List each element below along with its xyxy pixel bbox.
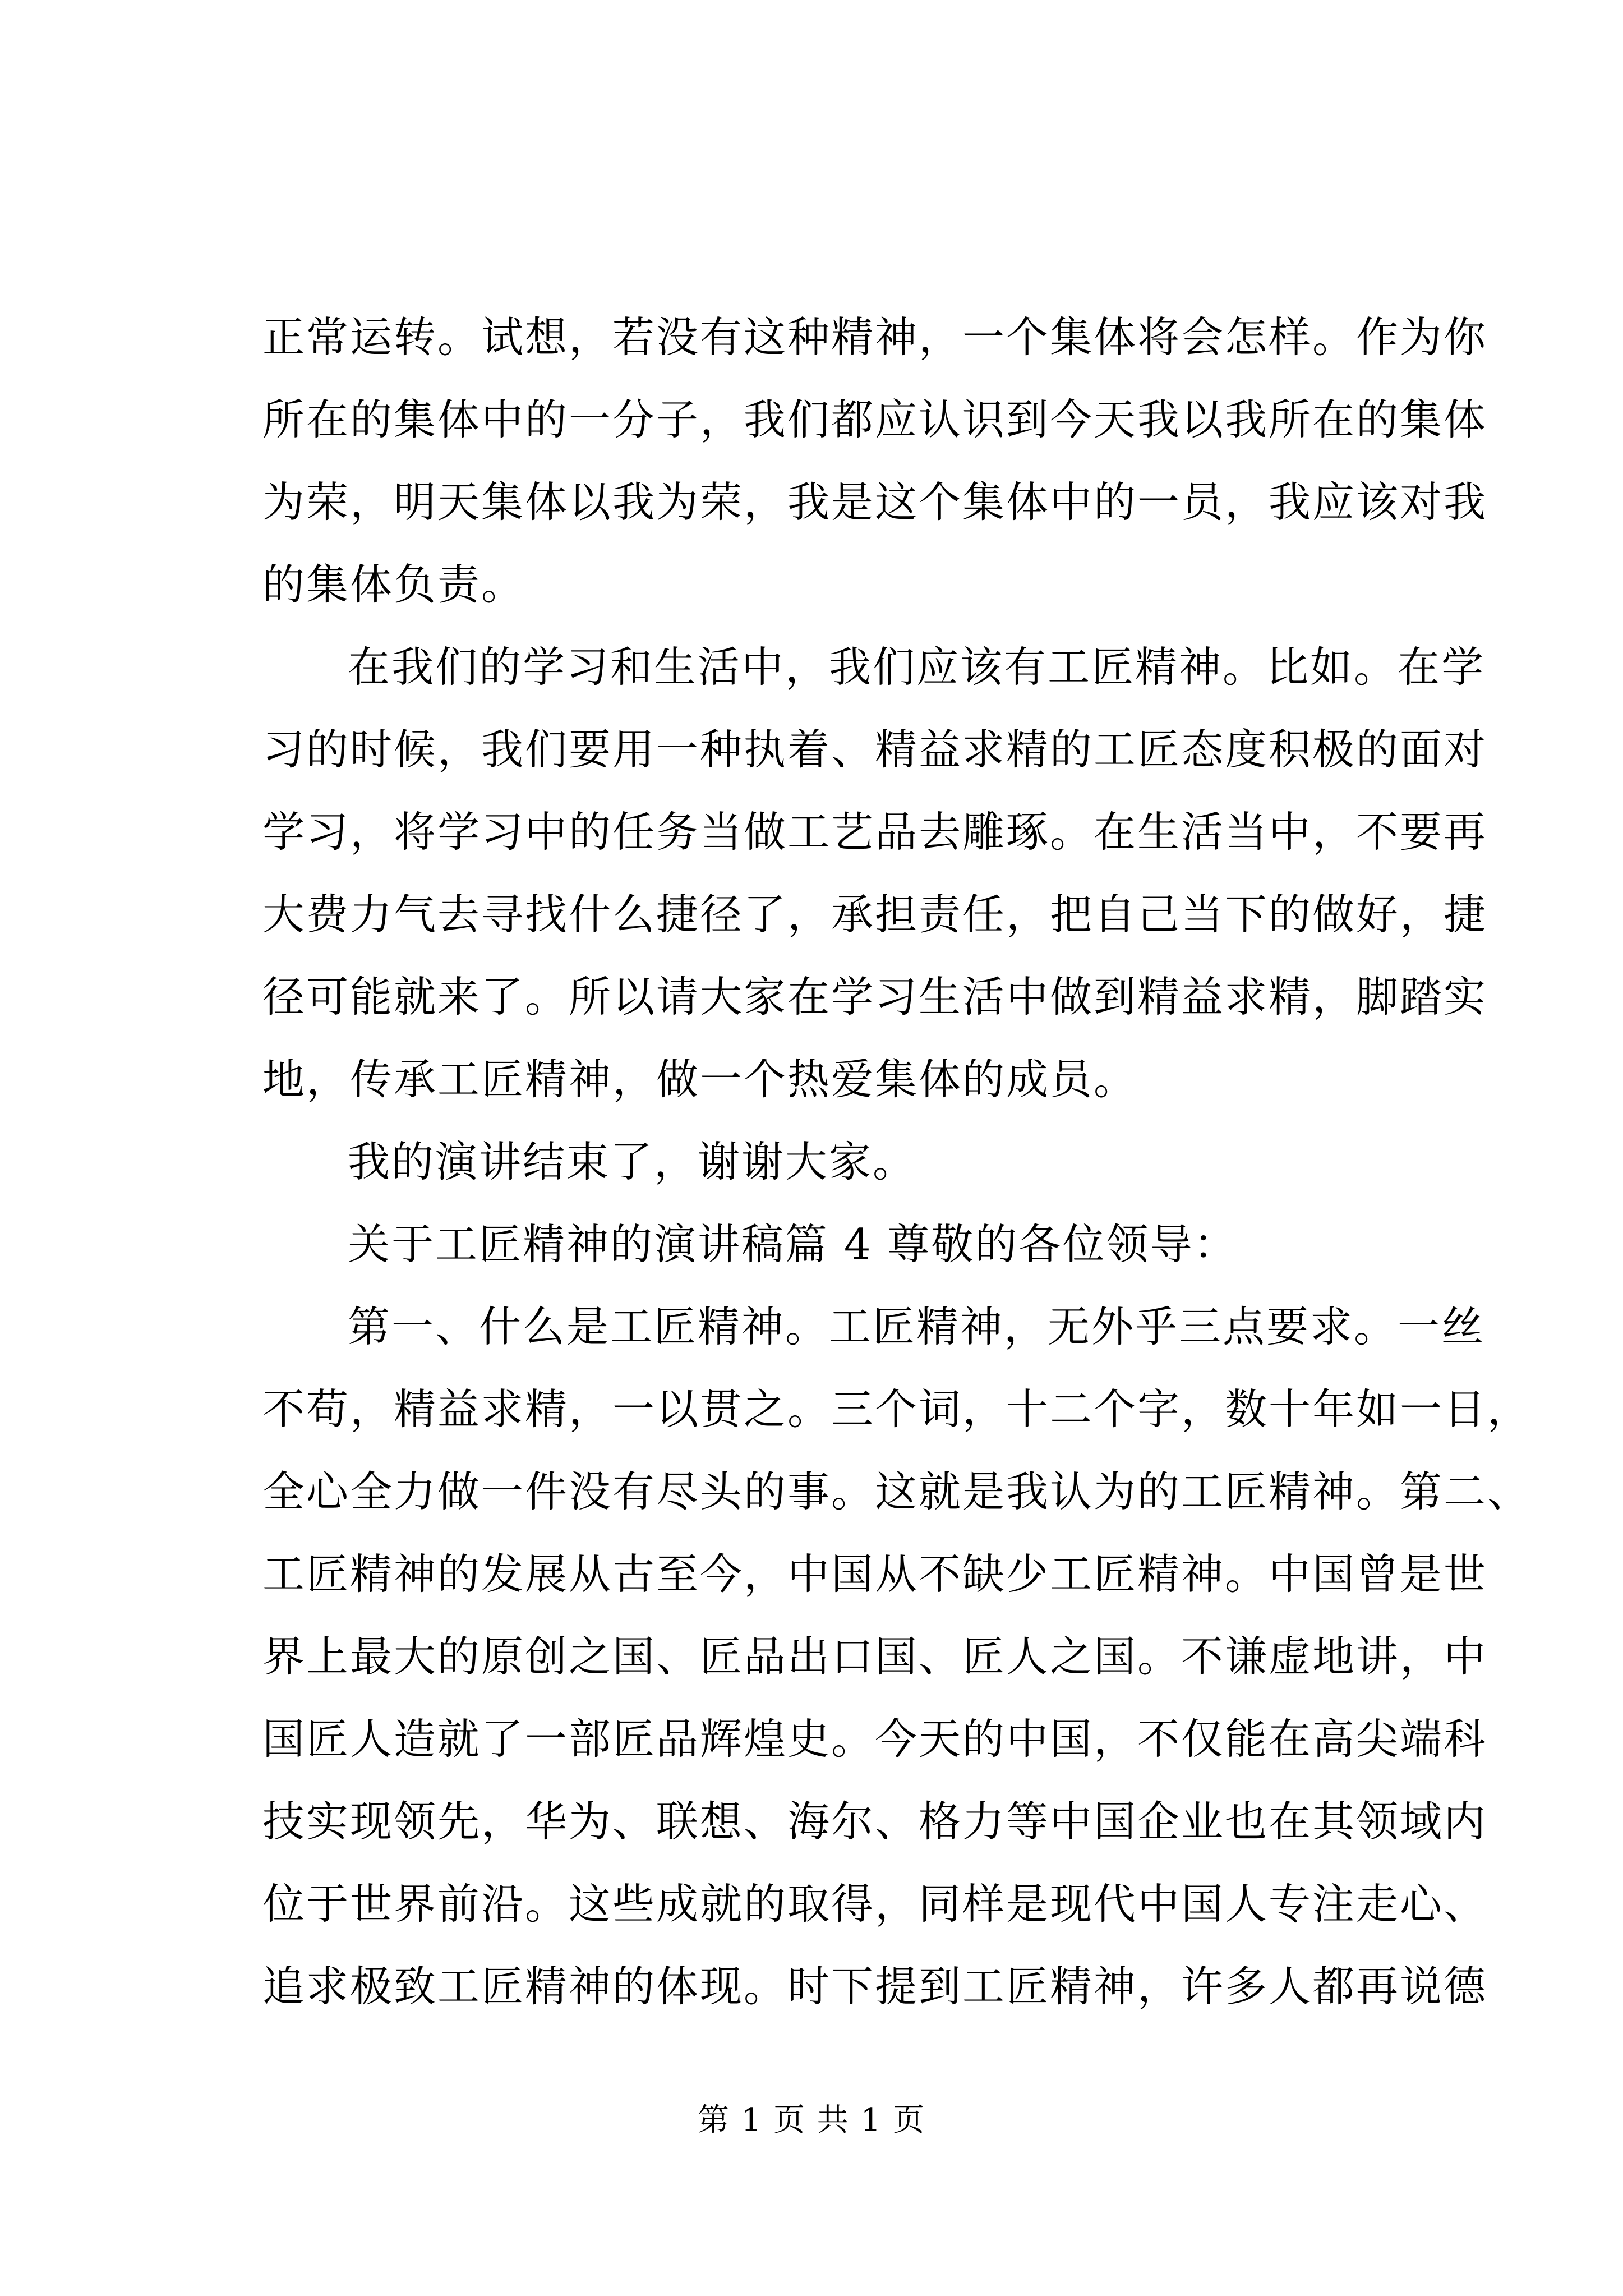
page-footer: 第 1 页 共 1 页 xyxy=(697,2102,926,2138)
text-line: 位于世界前沿。这些成就的取得，同样是现代中国人专注走心、 xyxy=(262,1879,1488,1929)
text-line: 地，传承工匠精神，做一个热爱集体的成员。 xyxy=(262,1055,1138,1104)
section-heading-line: 关于工匠精神的演讲稿篇 4 尊敬的各位领导： xyxy=(348,1220,1238,1269)
text-line: 径可能就来了。所以请大家在学习生活中做到精益求精，脚踏实 xyxy=(262,972,1488,1022)
text-line: 追求极致工匠精神的体现。时下提到工匠精神，许多人都再说德 xyxy=(262,1962,1488,2011)
text-line: 所在的集体中的一分子，我们都应认识到今天我以我所在的集体 xyxy=(262,395,1488,444)
text-line: 界上最大的原创之国、匠品出口国、匠人之国。不谦虚地讲，中 xyxy=(262,1632,1488,1681)
text-line: 国匠人造就了一部匠品辉煌史。今天的中国，不仅能在高尖端科 xyxy=(262,1714,1488,1764)
text-line: 不苟，精益求精，一以贯之。三个词，十二个字，数十年如一日， xyxy=(262,1384,1532,1434)
text-line: 工匠精神的发展从古至今，中国从不缺少工匠精神。中国曾是世 xyxy=(262,1549,1488,1599)
text-line: 为荣，明天集体以我为荣，我是这个集体中的一员，我应该对我 xyxy=(262,477,1488,527)
body-text xyxy=(262,296,1532,2028)
text-line: 技实现领先，华为、联想、海尔、格力等中国企业也在其领域内 xyxy=(262,1797,1488,1846)
text-line: 学习，将学习中的任务当做工艺品去雕琢。在生活当中，不要再 xyxy=(262,807,1488,857)
text-line: 习的时候，我们要用一种执着、精益求精的工匠态度积极的面对 xyxy=(262,725,1488,774)
paragraph-start-line: 第一、什么是工匠精神。工匠精神，无外乎三点要求。一丝 xyxy=(348,1302,1486,1351)
closing-line: 我的演讲结束了，谢谢大家。 xyxy=(348,1137,917,1186)
paragraph-start-line: 在我们的学习和生活中，我们应该有工匠精神。比如。在学 xyxy=(348,642,1486,692)
text-line: 的集体负责。 xyxy=(262,560,525,609)
text-line: 大费力气去寻找什么捷径了，承担责任，把自己当下的做好，捷 xyxy=(262,890,1488,939)
text-line: 全心全力做一件没有尽头的事。这就是我认为的工匠精神。第二、 xyxy=(262,1467,1532,1516)
text-line: 正常运转。试想，若没有这种精神，一个集体将会怎样。作为你 xyxy=(262,312,1488,362)
